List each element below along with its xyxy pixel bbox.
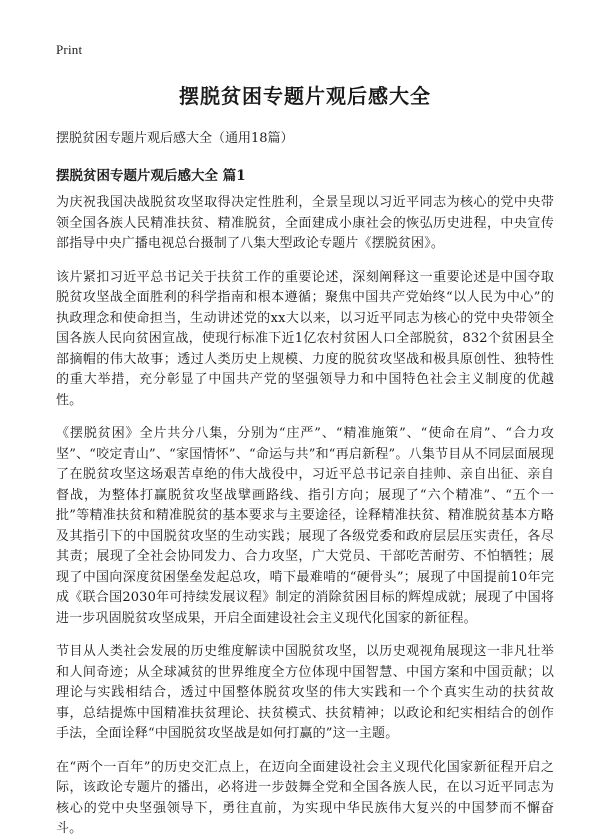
document-subtitle: 摆脱贫困专题片观后感大全（通用18篇） <box>56 131 294 146</box>
paragraph-1: 为庆祝我国决战脱贫攻坚取得决定性胜利，全景呈现以习近平同志为核心的党中央带领全国各族人民精准扶贫、精准脱贫，全面建成小康社会的恢弘历史进程，中央宣传部指导中央广播电视总台摄制了八集大型政论专题片《摆脱贫困》。 <box>56 195 554 251</box>
section-heading: 摆脱贫困专题片观后感大全 篇1 <box>56 168 246 184</box>
paragraph-5: 在“两个一百年”的历史交汇点上，在迈向全面建设社会主义现代化国家新征程开启之际，该政论专题片的播出，必将进一步鼓舞全党和全国各族人民，在以习近平同志为核心的党中央坚强领导下，勇往直前，为实现中华民族伟大复兴的中国梦而不懈奋斗。 <box>56 759 554 836</box>
paragraph-2: 该片紧扣习近平总书记关于扶贫工作的重要论述，深刻阐释这一重要论述是中国夺取脱贫攻坚战全面胜利的科学指南和根本遵循；聚焦中国共产党始终“以人民为中心”的执政理念和使命担当，生动讲述党的xx大以来，以习近平同志为核心的党中央带领全国各族人民向贫困宣战，使现行标准下近1亿农村贫困人口全部脱贫，832个贫困县全部摘帽的伟大故事；透过人类历史上规模、力度的脱贫攻坚战和极具原创性、独特性的重大举措，充分彰显了中国共产党的坚强领导力和中国特色社会主义制度的优越性。 <box>56 269 554 408</box>
print-link[interactable]: Print <box>56 42 83 57</box>
page-title: 摆脱贫困专题片观后感大全 <box>179 84 431 108</box>
paragraph-4: 节目从人类社会发展的历史维度解读中国脱贫攻坚，以历史观视角展现这一非凡壮举和人间奇迹；从全球减贫的世界维度全方位体现中国智慧、中国方案和中国贡献；以理论与实践相结合，透过中国整体脱贫攻坚的伟大实践和一个个真实生动的扶贫故事，总结提炼中国精准扶贫理论、扶贫模式、扶贫精神；以政论和纪实相结合的创作手法，全面诠释“中国脱贫攻坚战是如何打赢的”这一主题。 <box>56 644 554 741</box>
paragraph-3: 《摆脱贫困》全片共分八集，分别为“庄严”、“精准施策”、“使命在肩”、“合力攻坚”、“咬定青山”、“家国情怀”、“命运与共”和“再启新程”。八集节目从不同层面展现了在脱贫攻坚这场艰苦卓绝的伟大战役中，习近平总书记亲自挂帅、亲自出征、亲自督战，为整体打赢脱贫攻坚战擘画路线、指引方向；展现了“六个精准”、“五个一批”等精准扶贫和精准脱贫的基本要求与主要途径，诠释精准扶贫、精准脱贫基本方略及其指引下的中国脱贫攻坚的生动实践；展现了各级党委和政府层层压实责任，各尽其责；展现了全社会协同发力、合力攻坚，广大党员、干部吃苦耐劳、不怕牺牲；展现了中国向深度贫困堡垒发起总攻，啃下最难啃的“硬骨头”；展现了中国提前10年完成《联合国2030年可持续发展议程》制定的消除贫困目标的辉煌成就；展现了中国将进一步巩固脱贫攻坚成果，开启全面建设社会主义现代化国家的新征程。 <box>56 426 554 626</box>
